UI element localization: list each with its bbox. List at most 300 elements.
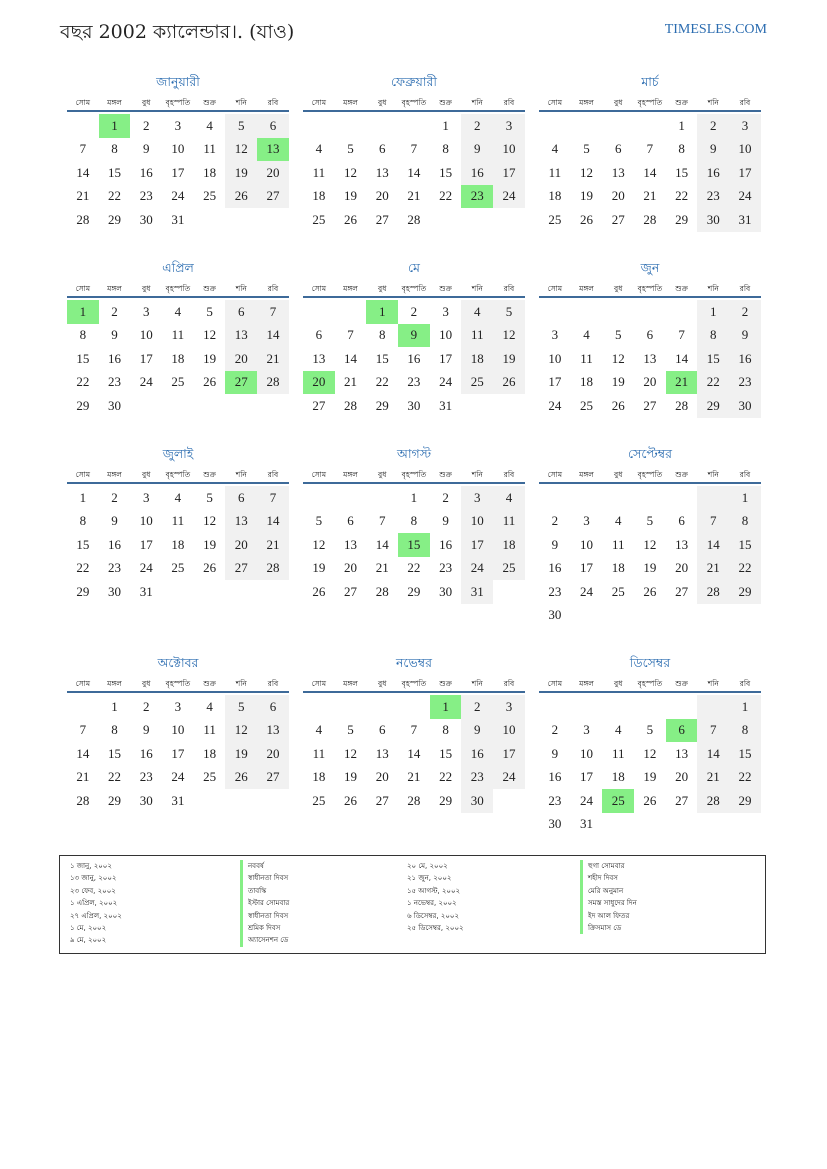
day-cell[interactable]: 20 (344, 560, 358, 576)
day-cell[interactable]: 13 (225, 510, 257, 534)
day-cell[interactable]: 23 (407, 374, 421, 390)
day-cell[interactable]: 6 (378, 722, 386, 738)
day-cell[interactable]: 7 (347, 327, 354, 343)
day-cell[interactable]: 7 (257, 486, 289, 510)
day-cell[interactable]: 11 (548, 164, 562, 180)
day-cell[interactable]: 14 (344, 350, 358, 366)
day-cell[interactable]: 13 (611, 164, 625, 180)
day-cell[interactable]: 4 (551, 141, 559, 157)
day-cell[interactable]: 24 (139, 560, 153, 576)
day-cell[interactable]: 10 (729, 138, 761, 162)
day-cell[interactable]: 16 (461, 161, 493, 185)
day-cell[interactable]: 23 (729, 371, 761, 395)
day-cell[interactable]: 3 (461, 486, 493, 510)
day-cell[interactable]: 21 (407, 188, 421, 204)
day-cell[interactable]: 3 (583, 722, 590, 738)
day-cell[interactable]: 18 (611, 769, 625, 785)
day-cell[interactable]: 29 (675, 211, 689, 227)
day-cell[interactable]: 18 (203, 164, 217, 180)
day-cell[interactable]: 24 (548, 397, 562, 413)
day-cell[interactable]: 17 (139, 350, 153, 366)
day-cell[interactable]: 12 (643, 536, 657, 552)
day-cell[interactable]: 20 (303, 371, 335, 395)
day-cell[interactable]: 9 (729, 324, 761, 348)
day-cell[interactable]: 9 (442, 513, 449, 529)
day-cell[interactable]: 17 (580, 560, 594, 576)
day-cell[interactable]: 30 (139, 792, 153, 808)
day-cell[interactable]: 11 (312, 745, 326, 761)
day-cell[interactable]: 16 (108, 350, 122, 366)
day-cell[interactable]: 31 (171, 211, 185, 227)
day-cell[interactable]: 2 (461, 695, 493, 719)
day-cell[interactable]: 2 (551, 722, 559, 738)
day-cell[interactable]: 2 (461, 114, 493, 138)
day-cell[interactable]: 25 (602, 789, 634, 813)
day-cell[interactable]: 25 (171, 374, 185, 390)
day-cell[interactable]: 6 (646, 327, 654, 343)
day-cell[interactable]: 9 (551, 745, 559, 761)
day-cell[interactable]: 12 (225, 138, 257, 162)
day-cell[interactable]: 24 (493, 766, 525, 790)
day-cell[interactable]: 22 (439, 188, 453, 204)
day-cell[interactable]: 13 (344, 536, 358, 552)
day-cell[interactable]: 31 (171, 792, 185, 808)
day-cell[interactable]: 6 (225, 486, 257, 510)
day-cell[interactable]: 15 (108, 745, 122, 761)
day-cell[interactable]: 30 (548, 607, 562, 623)
day-cell[interactable]: 22 (729, 557, 761, 581)
day-cell[interactable]: 25 (312, 211, 326, 227)
day-cell[interactable]: 18 (611, 560, 625, 576)
day-cell[interactable]: 24 (139, 374, 153, 390)
day-cell[interactable]: 29 (407, 583, 421, 599)
day-cell[interactable]: 13 (375, 745, 389, 761)
day-cell[interactable]: 27 (257, 766, 289, 790)
day-cell[interactable]: 1 (99, 114, 131, 138)
day-cell[interactable]: 24 (493, 185, 525, 209)
day-cell[interactable]: 3 (729, 114, 761, 138)
day-cell[interactable]: 2 (111, 303, 118, 319)
day-cell[interactable]: 26 (344, 211, 358, 227)
day-cell[interactable]: 5 (206, 303, 213, 319)
day-cell[interactable]: 31 (580, 816, 594, 832)
day-cell[interactable]: 28 (643, 211, 657, 227)
day-cell[interactable]: 21 (76, 188, 90, 204)
day-cell[interactable]: 28 (375, 583, 389, 599)
day-cell[interactable]: 16 (548, 769, 562, 785)
day-cell[interactable]: 5 (225, 695, 257, 719)
day-cell[interactable]: 12 (344, 164, 358, 180)
day-cell[interactable]: 7 (410, 722, 418, 738)
day-cell[interactable]: 29 (108, 792, 122, 808)
day-cell[interactable]: 1 (430, 695, 462, 719)
day-cell[interactable]: 20 (257, 742, 289, 766)
day-cell[interactable]: 12 (344, 745, 358, 761)
day-cell[interactable]: 31 (439, 397, 453, 413)
day-cell[interactable]: 26 (580, 211, 594, 227)
day-cell[interactable]: 23 (139, 188, 153, 204)
day-cell[interactable]: 15 (398, 533, 430, 557)
day-cell[interactable]: 26 (611, 397, 625, 413)
day-cell[interactable]: 15 (729, 533, 761, 557)
day-cell[interactable]: 13 (225, 324, 257, 348)
day-cell[interactable]: 14 (643, 164, 657, 180)
day-cell[interactable]: 1 (79, 489, 87, 505)
day-cell[interactable]: 17 (493, 742, 525, 766)
day-cell[interactable]: 11 (461, 324, 493, 348)
day-cell[interactable]: 8 (729, 719, 761, 743)
day-cell[interactable]: 4 (315, 141, 323, 157)
day-cell[interactable]: 19 (643, 560, 657, 576)
day-cell[interactable]: 8 (410, 513, 418, 529)
day-cell[interactable]: 24 (461, 557, 493, 581)
day-cell[interactable]: 21 (344, 374, 358, 390)
day-cell[interactable]: 20 (675, 560, 689, 576)
day-cell[interactable]: 19 (225, 742, 257, 766)
day-cell[interactable]: 4 (206, 698, 213, 714)
day-cell[interactable]: 29 (697, 394, 729, 418)
day-cell[interactable]: 29 (76, 583, 90, 599)
day-cell[interactable]: 8 (111, 141, 118, 157)
day-cell[interactable]: 26 (643, 792, 657, 808)
day-cell[interactable]: 2 (142, 117, 150, 133)
day-cell[interactable]: 30 (461, 789, 493, 813)
day-cell[interactable]: 12 (643, 745, 657, 761)
day-cell[interactable]: 8 (79, 513, 87, 529)
day-cell[interactable]: 23 (548, 583, 562, 599)
day-cell[interactable]: 5 (646, 513, 654, 529)
day-cell[interactable]: 20 (611, 188, 625, 204)
day-cell[interactable]: 28 (76, 211, 90, 227)
day-cell[interactable]: 17 (139, 536, 153, 552)
day-cell[interactable]: 13 (257, 719, 289, 743)
day-cell[interactable]: 20 (225, 347, 257, 371)
day-cell[interactable]: 20 (257, 161, 289, 185)
day-cell[interactable]: 10 (171, 722, 185, 738)
day-cell[interactable]: 10 (493, 138, 525, 162)
day-cell[interactable]: 3 (174, 117, 182, 133)
day-cell[interactable]: 18 (461, 347, 493, 371)
day-cell[interactable]: 22 (108, 188, 122, 204)
day-cell[interactable]: 2 (729, 300, 761, 324)
day-cell[interactable]: 6 (257, 695, 289, 719)
day-cell[interactable]: 2 (442, 489, 449, 505)
day-cell[interactable]: 5 (347, 141, 354, 157)
day-cell[interactable]: 15 (697, 347, 729, 371)
day-cell[interactable]: 14 (407, 745, 421, 761)
day-cell[interactable]: 8 (678, 141, 685, 157)
day-cell[interactable]: 30 (407, 397, 421, 413)
day-cell[interactable]: 28 (697, 789, 729, 813)
day-cell[interactable]: 9 (461, 719, 493, 743)
day-cell[interactable]: 28 (675, 397, 689, 413)
day-cell[interactable]: 7 (646, 141, 654, 157)
day-cell[interactable]: 23 (108, 374, 122, 390)
day-cell[interactable]: 29 (729, 580, 761, 604)
day-cell[interactable]: 2 (697, 114, 729, 138)
day-cell[interactable]: 1 (678, 117, 685, 133)
day-cell[interactable]: 29 (729, 789, 761, 813)
day-cell[interactable]: 27 (375, 792, 389, 808)
day-cell[interactable]: 11 (312, 164, 326, 180)
day-cell[interactable]: 8 (111, 722, 118, 738)
day-cell[interactable]: 21 (643, 188, 657, 204)
day-cell[interactable]: 12 (225, 719, 257, 743)
day-cell[interactable]: 17 (171, 164, 185, 180)
day-cell[interactable]: 9 (142, 141, 150, 157)
day-cell[interactable]: 12 (203, 327, 217, 343)
day-cell[interactable]: 23 (461, 185, 493, 209)
day-cell[interactable]: 11 (171, 327, 185, 343)
day-cell[interactable]: 6 (678, 513, 685, 529)
day-cell[interactable]: 25 (312, 792, 326, 808)
day-cell[interactable]: 4 (315, 722, 323, 738)
day-cell[interactable]: 23 (439, 560, 453, 576)
day-cell[interactable]: 25 (580, 397, 594, 413)
day-cell[interactable]: 1 (697, 300, 729, 324)
day-cell[interactable]: 4 (614, 513, 622, 529)
day-cell[interactable]: 22 (729, 766, 761, 790)
day-cell[interactable]: 24 (439, 374, 453, 390)
day-cell[interactable]: 31 (139, 583, 153, 599)
day-cell[interactable]: 7 (697, 719, 729, 743)
day-cell[interactable]: 4 (174, 303, 182, 319)
day-cell[interactable]: 1 (366, 300, 398, 324)
day-cell[interactable]: 31 (729, 208, 761, 232)
day-cell[interactable]: 23 (108, 560, 122, 576)
day-cell[interactable]: 7 (678, 327, 685, 343)
day-cell[interactable]: 14 (76, 164, 90, 180)
day-cell[interactable]: 9 (697, 138, 729, 162)
day-cell[interactable]: 18 (580, 374, 594, 390)
day-cell[interactable]: 5 (493, 300, 525, 324)
day-cell[interactable]: 1 (729, 486, 761, 510)
day-cell[interactable]: 3 (583, 513, 590, 529)
day-cell[interactable]: 25 (171, 560, 185, 576)
day-cell[interactable]: 11 (611, 536, 625, 552)
day-cell[interactable]: 12 (611, 350, 625, 366)
day-cell[interactable]: 13 (675, 536, 689, 552)
day-cell[interactable]: 3 (142, 489, 150, 505)
day-cell[interactable]: 29 (76, 397, 90, 413)
day-cell[interactable]: 27 (675, 583, 689, 599)
day-cell[interactable]: 15 (375, 350, 389, 366)
day-cell[interactable]: 5 (206, 489, 213, 505)
day-cell[interactable]: 17 (171, 745, 185, 761)
day-cell[interactable]: 15 (439, 164, 453, 180)
day-cell[interactable]: 1 (729, 695, 761, 719)
site-link[interactable]: TIMESLES.COM (664, 22, 767, 37)
day-cell[interactable]: 25 (203, 188, 217, 204)
day-cell[interactable]: 1 (442, 117, 449, 133)
day-cell[interactable]: 11 (203, 722, 216, 738)
day-cell[interactable]: 1 (410, 489, 418, 505)
day-cell[interactable]: 30 (729, 394, 761, 418)
day-cell[interactable]: 19 (225, 161, 257, 185)
day-cell[interactable]: 27 (344, 583, 358, 599)
day-cell[interactable]: 5 (646, 722, 654, 738)
day-cell[interactable]: 3 (442, 303, 449, 319)
day-cell[interactable]: 23 (461, 766, 493, 790)
day-cell[interactable]: 14 (697, 533, 729, 557)
day-cell[interactable]: 13 (643, 350, 657, 366)
day-cell[interactable]: 30 (439, 583, 453, 599)
day-cell[interactable]: 13 (257, 138, 289, 162)
day-cell[interactable]: 16 (139, 164, 153, 180)
day-cell[interactable]: 10 (139, 513, 153, 529)
day-cell[interactable]: 7 (79, 722, 87, 738)
day-cell[interactable]: 19 (580, 188, 594, 204)
day-cell[interactable]: 19 (312, 560, 326, 576)
day-cell[interactable]: 20 (375, 769, 389, 785)
day-cell[interactable]: 12 (580, 164, 594, 180)
day-cell[interactable]: 17 (439, 350, 453, 366)
day-cell[interactable]: 2 (410, 303, 418, 319)
day-cell[interactable]: 27 (225, 557, 257, 581)
day-cell[interactable]: 8 (378, 327, 386, 343)
day-cell[interactable]: 24 (171, 769, 185, 785)
day-cell[interactable]: 2 (551, 513, 559, 529)
day-cell[interactable]: 18 (548, 188, 562, 204)
day-cell[interactable]: 25 (493, 557, 525, 581)
day-cell[interactable]: 7 (257, 300, 289, 324)
day-cell[interactable]: 30 (697, 208, 729, 232)
day-cell[interactable]: 26 (225, 185, 257, 209)
day-cell[interactable]: 27 (375, 211, 389, 227)
day-cell[interactable]: 9 (111, 513, 118, 529)
day-cell[interactable]: 2 (111, 489, 118, 505)
day-cell[interactable]: 1 (111, 698, 118, 714)
day-cell[interactable]: 3 (174, 698, 182, 714)
day-cell[interactable]: 17 (729, 161, 761, 185)
day-cell[interactable]: 14 (697, 742, 729, 766)
day-cell[interactable]: 22 (76, 374, 90, 390)
day-cell[interactable]: 21 (697, 557, 729, 581)
day-cell[interactable]: 16 (697, 161, 729, 185)
day-cell[interactable]: 26 (312, 583, 326, 599)
day-cell[interactable]: 10 (580, 745, 594, 761)
day-cell[interactable]: 17 (461, 533, 493, 557)
day-cell[interactable]: 6 (666, 719, 698, 743)
day-cell[interactable]: 13 (675, 745, 689, 761)
day-cell[interactable]: 10 (461, 510, 493, 534)
day-cell[interactable]: 17 (548, 374, 562, 390)
day-cell[interactable]: 8 (79, 327, 87, 343)
day-cell[interactable]: 20 (675, 769, 689, 785)
day-cell[interactable]: 7 (378, 513, 386, 529)
day-cell[interactable]: 18 (312, 769, 326, 785)
day-cell[interactable]: 5 (315, 513, 323, 529)
day-cell[interactable]: 11 (171, 513, 185, 529)
day-cell[interactable]: 27 (257, 185, 289, 209)
day-cell[interactable]: 30 (548, 816, 562, 832)
day-cell[interactable]: 12 (493, 324, 525, 348)
day-cell[interactable]: 4 (614, 722, 622, 738)
day-cell[interactable]: 4 (174, 489, 182, 505)
day-cell[interactable]: 15 (439, 745, 453, 761)
day-cell[interactable]: 26 (643, 583, 657, 599)
day-cell[interactable]: 21 (76, 769, 90, 785)
day-cell[interactable]: 30 (139, 211, 153, 227)
day-cell[interactable]: 27 (611, 211, 625, 227)
day-cell[interactable]: 6 (315, 327, 323, 343)
day-cell[interactable]: 6 (347, 513, 354, 529)
day-cell[interactable]: 29 (375, 397, 389, 413)
day-cell[interactable]: 18 (171, 536, 185, 552)
day-cell[interactable]: 22 (697, 371, 729, 395)
day-cell[interactable]: 15 (729, 742, 761, 766)
day-cell[interactable]: 15 (76, 536, 90, 552)
day-cell[interactable]: 6 (378, 141, 386, 157)
day-cell[interactable]: 25 (203, 769, 217, 785)
day-cell[interactable]: 21 (666, 371, 698, 395)
day-cell[interactable]: 24 (580, 583, 594, 599)
day-cell[interactable]: 9 (461, 138, 493, 162)
day-cell[interactable]: 5 (225, 114, 257, 138)
day-cell[interactable]: 27 (675, 792, 689, 808)
day-cell[interactable]: 12 (203, 513, 217, 529)
day-cell[interactable]: 7 (410, 141, 418, 157)
day-cell[interactable]: 10 (493, 719, 525, 743)
day-cell[interactable]: 21 (697, 766, 729, 790)
day-cell[interactable]: 28 (76, 792, 90, 808)
day-cell[interactable]: 16 (461, 742, 493, 766)
day-cell[interactable]: 24 (580, 792, 594, 808)
day-cell[interactable]: 10 (171, 141, 185, 157)
day-cell[interactable]: 5 (614, 327, 622, 343)
day-cell[interactable]: 21 (257, 533, 289, 557)
day-cell[interactable]: 18 (203, 745, 217, 761)
day-cell[interactable]: 24 (729, 185, 761, 209)
day-cell[interactable]: 4 (206, 117, 213, 133)
day-cell[interactable]: 18 (171, 350, 185, 366)
day-cell[interactable]: 21 (257, 347, 289, 371)
day-cell[interactable]: 23 (139, 769, 153, 785)
day-cell[interactable]: 19 (344, 188, 358, 204)
day-cell[interactable]: 26 (493, 371, 525, 395)
day-cell[interactable]: 21 (375, 560, 389, 576)
day-cell[interactable]: 22 (407, 560, 421, 576)
day-cell[interactable]: 17 (493, 161, 525, 185)
day-cell[interactable]: 22 (375, 374, 389, 390)
day-cell[interactable]: 1 (67, 300, 99, 324)
day-cell[interactable]: 22 (108, 769, 122, 785)
day-cell[interactable]: 22 (439, 769, 453, 785)
day-cell[interactable]: 14 (257, 324, 289, 348)
day-cell[interactable]: 4 (493, 486, 525, 510)
day-cell[interactable]: 14 (675, 350, 689, 366)
day-cell[interactable]: 4 (583, 327, 590, 343)
day-cell[interactable]: 13 (312, 350, 326, 366)
day-cell[interactable]: 3 (142, 303, 150, 319)
day-cell[interactable]: 3 (493, 695, 525, 719)
day-cell[interactable]: 25 (548, 211, 562, 227)
day-cell[interactable]: 7 (79, 141, 87, 157)
day-cell[interactable]: 13 (375, 164, 389, 180)
day-cell[interactable]: 25 (611, 583, 625, 599)
day-cell[interactable]: 29 (108, 211, 122, 227)
day-cell[interactable]: 23 (697, 185, 729, 209)
day-cell[interactable]: 15 (108, 164, 122, 180)
day-cell[interactable]: 4 (461, 300, 493, 324)
day-cell[interactable]: 8 (442, 141, 449, 157)
day-cell[interactable]: 8 (697, 324, 729, 348)
day-cell[interactable]: 26 (344, 792, 358, 808)
day-cell[interactable]: 19 (203, 536, 217, 552)
day-cell[interactable]: 5 (347, 722, 354, 738)
day-cell[interactable]: 8 (442, 722, 449, 738)
day-cell[interactable]: 10 (439, 327, 453, 343)
